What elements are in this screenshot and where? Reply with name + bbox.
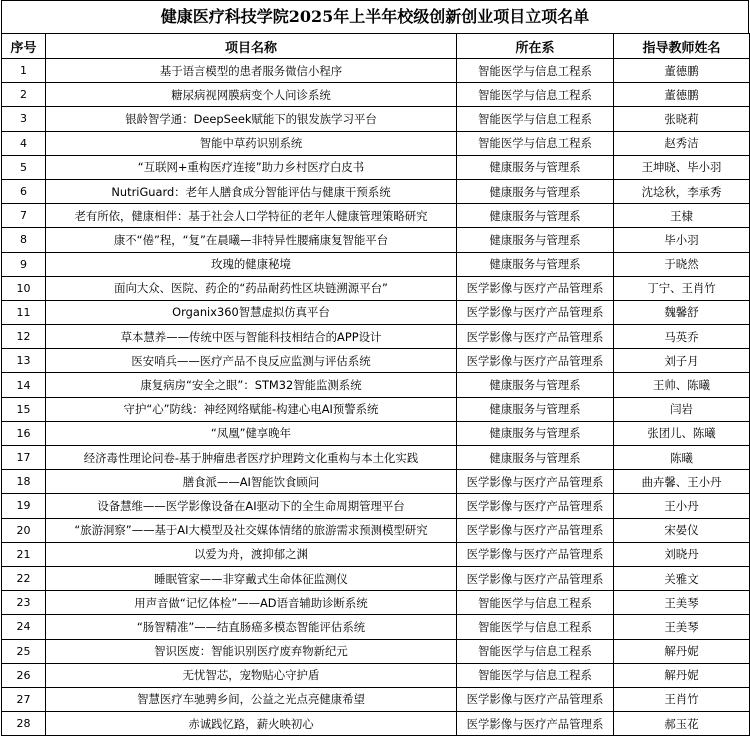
table-row	[2, 252, 750, 276]
cell-project: 以爱为舟，渡抑郁之渊	[46, 542, 457, 566]
cell-advisor: 解丹妮	[614, 639, 750, 663]
cell-department: 健康服务与管理系	[457, 421, 614, 445]
table-row	[2, 373, 750, 397]
cell-department: 医学影像与医疗产品管理系	[457, 542, 614, 566]
cell-advisor: 郝玉花	[614, 712, 750, 736]
cell-no: 15	[2, 397, 46, 421]
cell-project: 智能中草药识别系统	[46, 131, 457, 155]
cell-no: 7	[2, 204, 46, 228]
cell-department: 医学影像与医疗产品管理系	[457, 349, 614, 373]
cell-advisor: 闫岩	[614, 397, 750, 421]
page-title: 健康医疗科技学院2025年上半年校级创新创业项目立项名单	[1, 0, 749, 33]
table-row	[2, 131, 750, 155]
cell-project: Organix360智慧虚拟仿真平台	[46, 300, 457, 324]
cell-project: 智识医废：智能识别医疗废弃物新纪元	[46, 639, 457, 663]
table-row	[2, 542, 750, 566]
table-row	[2, 204, 750, 228]
table-row	[2, 687, 750, 711]
table-row	[2, 325, 750, 349]
cell-project: 经济毒性理论问卷-基于肿瘤患者医疗护理跨文化重构与本土化实践	[46, 446, 457, 470]
table-row	[2, 155, 750, 179]
cell-no: 28	[2, 712, 46, 736]
cell-project: “肠智精准”——结直肠癌多模态智能评估系统	[46, 615, 457, 639]
cell-advisor: 张晓莉	[614, 107, 750, 131]
cell-department: 健康服务与管理系	[457, 446, 614, 470]
cell-department: 智能医学与信息工程系	[457, 591, 614, 615]
cell-project: 膳食派——AI智能饮食顾问	[46, 470, 457, 494]
table-row	[2, 421, 750, 445]
cell-no: 18	[2, 470, 46, 494]
cell-advisor: 王帅、陈曦	[614, 373, 750, 397]
cell-no: 9	[2, 252, 46, 276]
cell-advisor: 解丹妮	[614, 663, 750, 687]
cell-project: 草本慧养——传统中医与智能科技相结合的APP设计	[46, 325, 457, 349]
cell-advisor: 魏馨舒	[614, 300, 750, 324]
table-row	[2, 494, 750, 518]
cell-project: “旅游洞察”——基于AI大模型及社交媒体情绪的旅游需求预测模型研究	[46, 518, 457, 542]
cell-project: 赤诚践忆路，薪火映初心	[46, 712, 457, 736]
header-no: 序号	[2, 34, 46, 59]
cell-project: 玫瑰的健康秘境	[46, 252, 457, 276]
cell-department: 智能医学与信息工程系	[457, 83, 614, 107]
table-row	[2, 712, 750, 736]
cell-advisor: 王坤晓、毕小羽	[614, 155, 750, 179]
table-row	[2, 663, 750, 687]
cell-project: NutriGuard：老年人膳食成分智能评估与健康干预系统	[46, 179, 457, 203]
table-row	[2, 300, 750, 324]
cell-project: 面向大众、医院、药企的“药品耐药性区块链溯源平台”	[46, 276, 457, 300]
cell-no: 26	[2, 663, 46, 687]
cell-project: 老有所依，健康相伴：基于社会人口学特征的老年人健康管理策略研究	[46, 204, 457, 228]
cell-department: 医学影像与医疗产品管理系	[457, 518, 614, 542]
cell-advisor: 王美琴	[614, 615, 750, 639]
cell-no: 23	[2, 591, 46, 615]
cell-project: 基于语言模型的患者服务微信小程序	[46, 59, 457, 83]
cell-advisor: 丁宁、王肖竹	[614, 276, 750, 300]
cell-no: 13	[2, 349, 46, 373]
cell-project: 用声音做“记忆体检”——AD语音辅助诊断系统	[46, 591, 457, 615]
project-table	[1, 33, 750, 736]
cell-department: 智能医学与信息工程系	[457, 615, 614, 639]
cell-no: 24	[2, 615, 46, 639]
cell-project: 医安哨兵——医疗产品不良反应监测与评估系统	[46, 349, 457, 373]
table-row	[2, 349, 750, 373]
cell-no: 25	[2, 639, 46, 663]
table-row	[2, 179, 750, 203]
cell-no: 14	[2, 373, 46, 397]
cell-advisor: 毕小羽	[614, 228, 750, 252]
project-list-sheet	[1, 0, 749, 736]
cell-advisor: 曲卉馨、王小丹	[614, 470, 750, 494]
cell-project: 银龄智学通：DeepSeek赋能下的银发族学习平台	[46, 107, 457, 131]
cell-advisor: 宋晏仪	[614, 518, 750, 542]
cell-department: 健康服务与管理系	[457, 397, 614, 421]
table-row	[2, 615, 750, 639]
table-row	[2, 276, 750, 300]
cell-project: 设备慧维——医学影像设备在AI驱动下的全生命周期管理平台	[46, 494, 457, 518]
cell-advisor: 陈曦	[614, 446, 750, 470]
cell-advisor: 赵秀洁	[614, 131, 750, 155]
cell-project: 糖尿病视网膜病变个人问诊系统	[46, 83, 457, 107]
cell-advisor: 于晓然	[614, 252, 750, 276]
table-row	[2, 566, 750, 590]
cell-no: 22	[2, 566, 46, 590]
header-project: 项目名称	[46, 34, 457, 59]
cell-advisor: 董德鹏	[614, 83, 750, 107]
cell-no: 16	[2, 421, 46, 445]
table-row	[2, 518, 750, 542]
table-row	[2, 446, 750, 470]
cell-department: 医学影像与医疗产品管理系	[457, 470, 614, 494]
table-row	[2, 470, 750, 494]
table-row	[2, 397, 750, 421]
cell-no: 11	[2, 300, 46, 324]
cell-no: 21	[2, 542, 46, 566]
cell-department: 医学影像与医疗产品管理系	[457, 687, 614, 711]
cell-project: 康不“倦”程，“复”在晨曦—非特异性腰痛康复智能平台	[46, 228, 457, 252]
cell-no: 10	[2, 276, 46, 300]
cell-department: 智能医学与信息工程系	[457, 59, 614, 83]
cell-no: 17	[2, 446, 46, 470]
cell-department: 智能医学与信息工程系	[457, 639, 614, 663]
cell-no: 2	[2, 83, 46, 107]
cell-advisor: 沈埝秋，李承秀	[614, 179, 750, 203]
cell-department: 健康服务与管理系	[457, 155, 614, 179]
cell-project: 守护“心”防线：神经网络赋能-构建心电AI预警系统	[46, 397, 457, 421]
cell-department: 医学影像与医疗产品管理系	[457, 276, 614, 300]
header-department: 所在系	[457, 34, 614, 59]
cell-department: 智能医学与信息工程系	[457, 107, 614, 131]
cell-advisor: 董德鹏	[614, 59, 750, 83]
cell-no: 27	[2, 687, 46, 711]
cell-department: 健康服务与管理系	[457, 373, 614, 397]
table-row	[2, 107, 750, 131]
cell-no: 12	[2, 325, 46, 349]
cell-department: 医学影像与医疗产品管理系	[457, 566, 614, 590]
cell-department: 医学影像与医疗产品管理系	[457, 300, 614, 324]
cell-advisor: 关雅文	[614, 566, 750, 590]
cell-department: 健康服务与管理系	[457, 252, 614, 276]
cell-project: 睡眠管家——非穿戴式生命体征监测仪	[46, 566, 457, 590]
cell-department: 智能医学与信息工程系	[457, 663, 614, 687]
cell-no: 19	[2, 494, 46, 518]
cell-department: 医学影像与医疗产品管理系	[457, 494, 614, 518]
cell-no: 20	[2, 518, 46, 542]
cell-department: 健康服务与管理系	[457, 228, 614, 252]
cell-advisor: 刘晓丹	[614, 542, 750, 566]
table-row	[2, 591, 750, 615]
cell-no: 3	[2, 107, 46, 131]
table-row	[2, 59, 750, 83]
cell-no: 8	[2, 228, 46, 252]
cell-advisor: 王美琴	[614, 591, 750, 615]
table-header-row	[2, 34, 750, 59]
cell-project: “凤凰”健享晚年	[46, 421, 457, 445]
cell-project: 智慧医疗车驰骋乡间，公益之光点亮健康希望	[46, 687, 457, 711]
cell-project: 无忧智芯，宠物贴心守护盾	[46, 663, 457, 687]
cell-advisor: 王小丹	[614, 494, 750, 518]
cell-advisor: 王肖竹	[614, 687, 750, 711]
cell-department: 医学影像与医疗产品管理系	[457, 325, 614, 349]
cell-no: 1	[2, 59, 46, 83]
cell-department: 健康服务与管理系	[457, 179, 614, 203]
cell-advisor: 马英乔	[614, 325, 750, 349]
table-row	[2, 639, 750, 663]
cell-department: 健康服务与管理系	[457, 204, 614, 228]
cell-advisor: 张团儿、陈曦	[614, 421, 750, 445]
cell-project: 康复病房“安全之眼”：STM32智能监测系统	[46, 373, 457, 397]
header-advisor: 指导教师姓名	[614, 34, 750, 59]
cell-no: 6	[2, 179, 46, 203]
cell-advisor: 王棣	[614, 204, 750, 228]
cell-advisor: 刘子月	[614, 349, 750, 373]
cell-project: “互联网+重构医疗连接”助力乡村医疗白皮书	[46, 155, 457, 179]
cell-department: 智能医学与信息工程系	[457, 131, 614, 155]
cell-no: 5	[2, 155, 46, 179]
cell-no: 4	[2, 131, 46, 155]
table-row	[2, 83, 750, 107]
table-row	[2, 228, 750, 252]
cell-department: 医学影像与医疗产品管理系	[457, 712, 614, 736]
